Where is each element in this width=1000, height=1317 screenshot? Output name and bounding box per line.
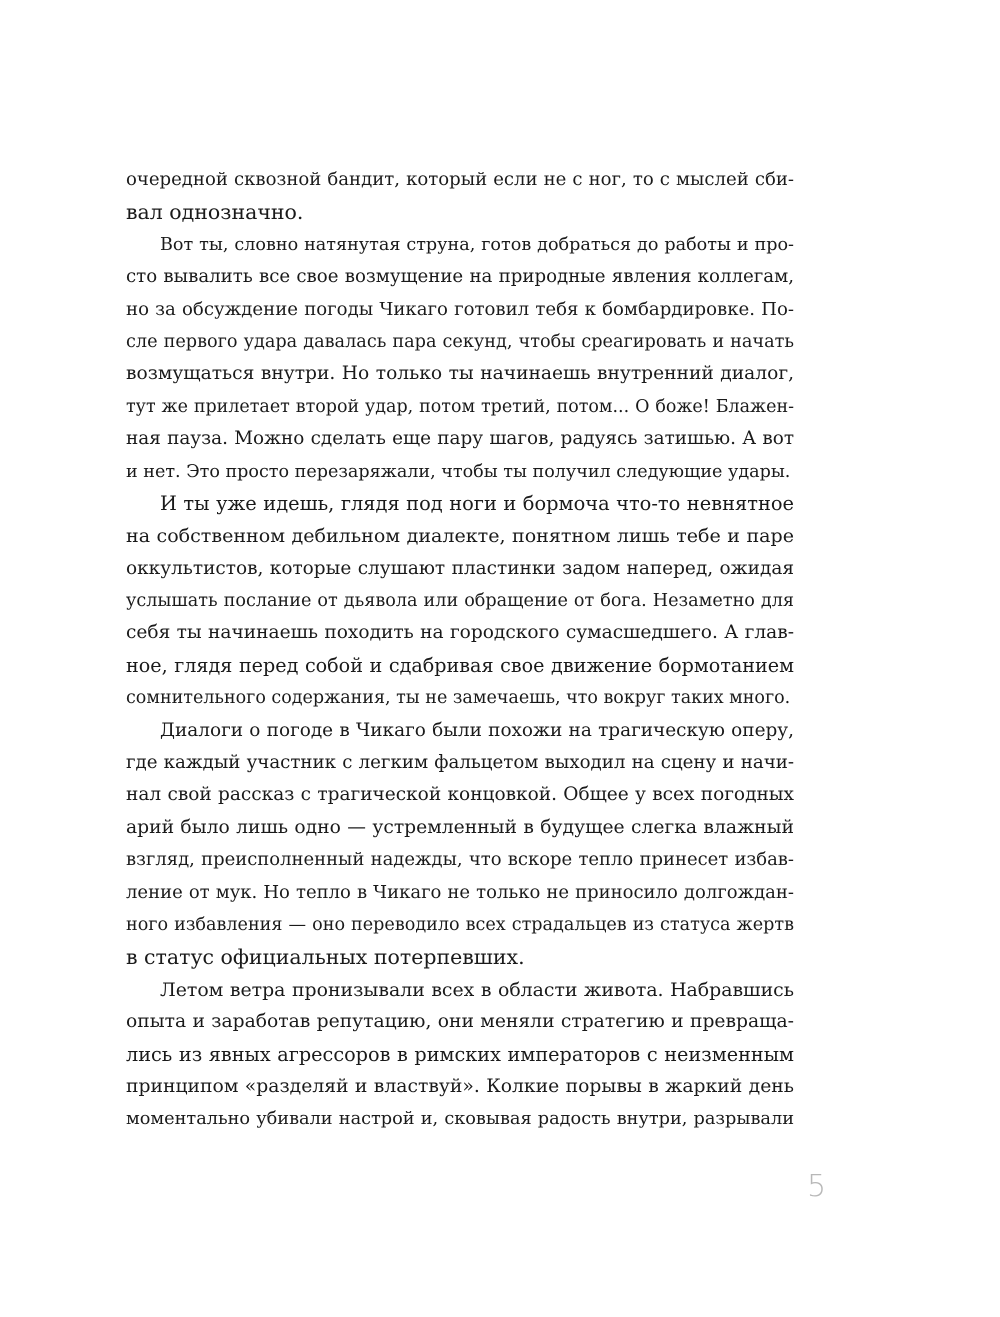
text-line: сомнительного содержания, ты не замечаешь, что вокруг таких много. xyxy=(126,688,791,709)
text-line: Диалоги о погоде в Чикаго были похожи на трагическую оперу, xyxy=(160,719,794,741)
text-line: на собственном дебильном диалекте, понятном лишь тебе и паре xyxy=(126,525,794,548)
text-line: ное, глядя перед собой и сдабривая свое движение бормотанием xyxy=(126,653,794,677)
page-number: 5 xyxy=(807,1169,827,1204)
text-line: Вот ты, словно натянутая струна, готов добраться до работы и про- xyxy=(160,234,794,255)
text-line: опыта и заработав репутацию, они меняли стратегию и превраща- xyxy=(126,1011,794,1033)
text-line: и нет. Это просто перезаряжали, чтобы ты получил следующие удары. xyxy=(126,461,791,482)
text-line: лись из явных агрессоров в римских императоров с неизменным xyxy=(126,1042,794,1066)
text-line: сто вывалить все свое возмущение на природные явления коллегам, xyxy=(126,266,794,288)
text-line: ная пауза. Можно сделать еще пару шагов, радуясь затишью. А вот xyxy=(126,428,794,450)
text-line: сле первого удара давалась пара секунд, чтобы среагировать и начать xyxy=(126,331,794,352)
text-line: принципом «разделяй и властвуй». Колкие порывы в жаркий день xyxy=(126,1075,794,1097)
text-line: моментально убивали настрой и, сковывая радость внутри, разрывали xyxy=(126,1109,794,1130)
text-line: тут же прилетает второй удар, потом третий, потом... О боже! Блажен- xyxy=(126,396,794,417)
text-line: себя ты начинаешь походить на городского сумасшедшего. А глав- xyxy=(126,622,794,644)
text-line: в статус официальных потерпевших. xyxy=(126,945,525,970)
text-line: нал свой рассказ с трагической концовкой. Общее у всех погодных xyxy=(126,784,794,806)
text-line: взгляд, преисполненный надежды, что вскоре тепло принесет избав- xyxy=(126,849,794,871)
text-line: вал однозначно. xyxy=(126,200,304,225)
text-line: возмущаться внутри. Но только ты начинаешь внутренний диалог, xyxy=(126,363,794,385)
text-line: ного избавления — оно переводило всех страдальцев из статуса жертв xyxy=(126,914,794,935)
text-line: очередной сквозной бандит, который если не с ног, то с мыслей сби- xyxy=(126,169,794,190)
text-line: но за обсуждение погоды Чикаго готовил тебя к бомбардировке. По- xyxy=(126,298,794,320)
body-text xyxy=(126,164,794,1136)
text-line: И ты уже идешь, глядя под ноги и бормоча что-то невнятное xyxy=(160,491,794,515)
text-line: ление от мук. Но тепло в Чикаго не только не приносило долгождан- xyxy=(126,881,794,903)
text-line: Летом ветра пронизывали всех в области живота. Набравшись xyxy=(160,978,794,1001)
text-line: где каждый участник с легким фальцетом выходил на сцену и начи- xyxy=(126,752,794,774)
text-line: услышать послание от дьявола или обращение от бога. Незаметно для xyxy=(126,591,794,612)
text-line: арий было лишь одно — устремленный в будущее слегка влажный xyxy=(126,816,794,838)
text-line: оккультистов, которые слушают пластинки задом наперед, ожидая xyxy=(126,557,794,579)
